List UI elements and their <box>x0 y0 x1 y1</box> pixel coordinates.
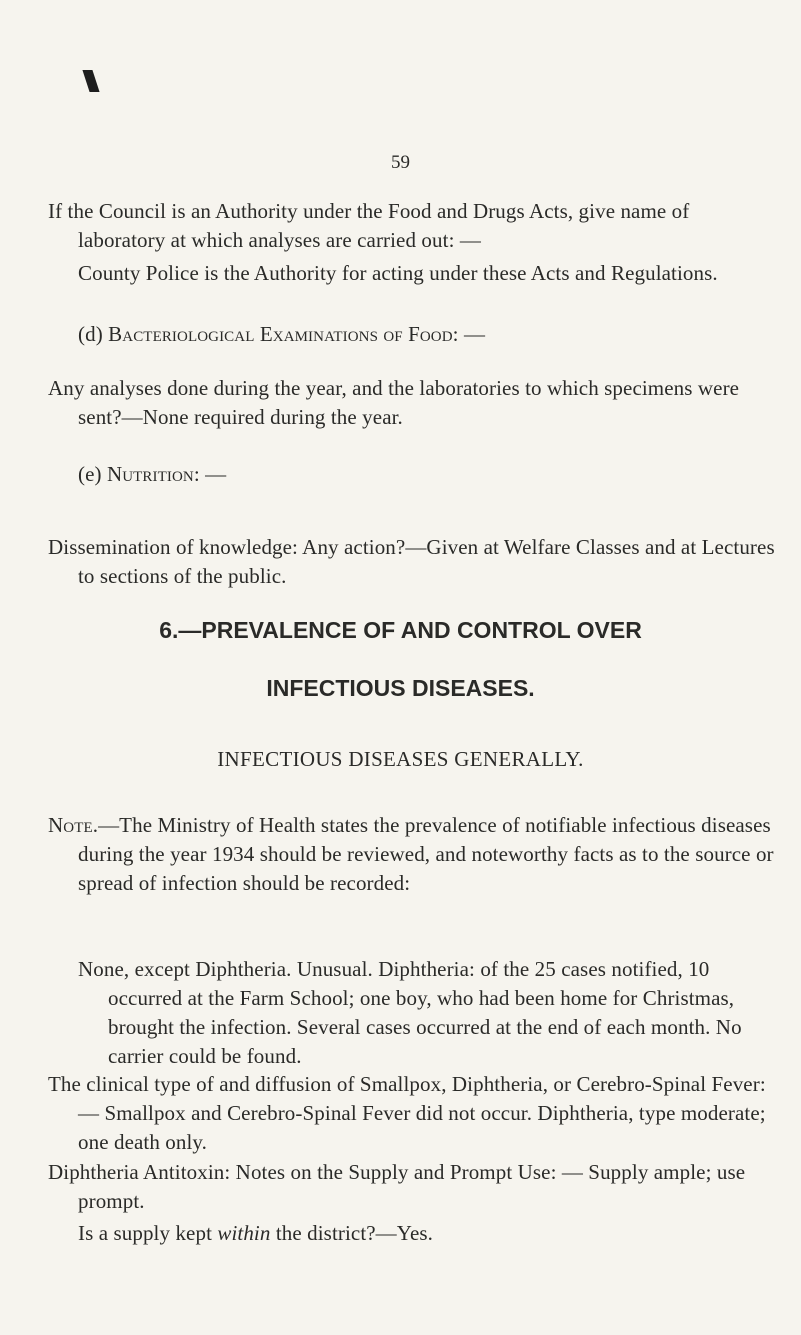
note-text: —The Ministry of Health states the prevalence of notifiable infectious diseases during the year 1934 should be reviewed, and noteworthy facts as to the source or spread of infection should be recorded: <box>78 813 774 895</box>
section-e-label: (e) <box>78 462 102 486</box>
supply-kept-before: Is a supply kept <box>78 1221 218 1245</box>
clinical-type-paragraph: The clinical type of and diffusion of Smallpox, Diphtheria, or Cerebro-Spinal Fever: — Smallpox and Cerebro-Spinal Fever did not occur. Diphtheria, type moderate; one death only. <box>48 1072 766 1154</box>
section-e-title: Nutrition: — <box>106 462 227 486</box>
antitoxin-paragraph: Diphtheria Antitoxin: Notes on the Supply and Prompt Use: — Supply ample; use prompt. <box>48 1160 746 1213</box>
food-drugs-answer: County Police is the Authority for acting under these Acts and Regulations. <box>78 261 718 285</box>
section-d-heading <box>78 320 745 349</box>
page-number: 59 <box>391 152 410 173</box>
section-d-label: (d) <box>78 322 103 346</box>
section-6-heading-line2: INFECTIOUS DISEASES. <box>266 675 535 701</box>
diphtheria-report: None, except Diphtheria. Unusual. Diphtheria: of the 25 cases notified, 10 occurred at the Farm School; one boy, who had been home for Christmas, brought the infection. Several cases occurred at the end of each month. No carrier could be found. <box>78 957 742 1068</box>
section-d-question: Any analyses done during the year, and the laboratories to which specimens were sent?—None required during the year. <box>48 376 740 429</box>
supply-kept-paragraph <box>78 1219 745 1248</box>
section-6-subheading: INFECTIOUS DISEASES GENERALLY. <box>217 747 584 771</box>
section-e-heading <box>78 460 745 489</box>
section-d-title: Bacteriological Examinations of Food: — <box>108 322 486 346</box>
food-drugs-question: If the Council is an Authority under the Food and Drugs Acts, give name of laboratory at which analyses are carried out: — <box>48 199 690 252</box>
note-paragraph <box>48 811 775 898</box>
section-e-question: Dissemination of knowledge: Any action?—Given at Welfare Classes and at Lectures to sections of the public. <box>48 535 775 588</box>
supply-kept-emphasis: within <box>217 1221 271 1245</box>
corner-mark <box>82 70 99 92</box>
section-6-heading-line1: 6.—PREVALENCE OF AND CONTROL OVER <box>159 617 642 643</box>
note-lead: Note. <box>48 813 99 837</box>
supply-kept-after: the district?—Yes. <box>270 1221 433 1245</box>
